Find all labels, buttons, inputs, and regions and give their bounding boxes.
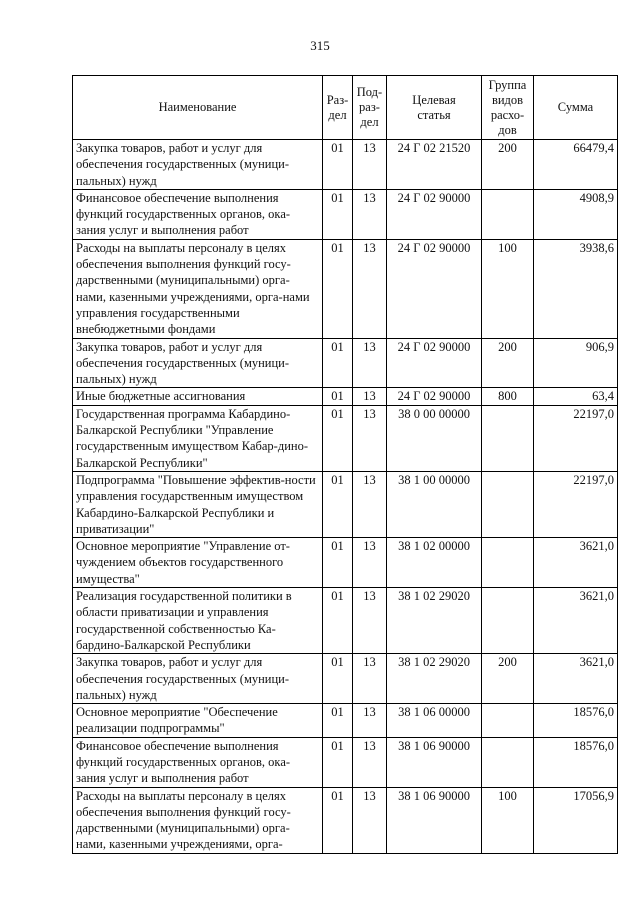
row-amount-cell: 18576,0 — [534, 704, 618, 738]
row-amount-cell: 18576,0 — [534, 737, 618, 787]
table-body — [73, 140, 618, 854]
row-target-cell: 38 1 00 00000 — [387, 471, 482, 537]
row-section-cell: 01 — [323, 538, 353, 588]
row-name-cell: Расходы на выплаты персоналу в целях обеспечения выполнения функций госу-дарственными (муниципальными) орга-нами, казенными учреждениями, орга-нами управления государственными внебюджетными фондами — [73, 239, 323, 338]
row-target-cell: 38 1 02 00000 — [387, 538, 482, 588]
row-group-cell: 800 — [482, 388, 534, 405]
row-amount-cell: 66479,4 — [534, 140, 618, 190]
row-group-cell: 200 — [482, 654, 534, 704]
row-target-cell: 24 Г 02 90000 — [387, 239, 482, 338]
table-row — [73, 471, 618, 537]
header-group: Группа видов расхо- дов — [482, 76, 534, 140]
table-row — [73, 787, 618, 853]
table-row — [73, 189, 618, 239]
table-row — [73, 338, 618, 388]
row-name-cell: Закупка товаров, работ и услуг для обеспечения государственных (муници-пальных) нужд — [73, 338, 323, 388]
row-target-cell: 24 Г 02 90000 — [387, 338, 482, 388]
row-group-cell — [482, 538, 534, 588]
row-target-cell: 24 Г 02 21520 — [387, 140, 482, 190]
row-name-cell: Государственная программа Кабардино-Балкарской Республики "Управление государственным имуществом Кабар-дино-Балкарской Республики" — [73, 405, 323, 471]
row-section-cell: 01 — [323, 388, 353, 405]
row-target-cell: 38 1 06 90000 — [387, 737, 482, 787]
row-group-cell: 200 — [482, 338, 534, 388]
row-subsection-cell: 13 — [353, 189, 387, 239]
row-group-cell — [482, 471, 534, 537]
row-amount-cell: 3621,0 — [534, 588, 618, 654]
table-row — [73, 538, 618, 588]
row-group-cell — [482, 588, 534, 654]
row-subsection-cell: 13 — [353, 737, 387, 787]
row-group-cell — [482, 405, 534, 471]
row-section-cell: 01 — [323, 338, 353, 388]
row-target-cell: 38 0 00 00000 — [387, 405, 482, 471]
row-target-cell: 38 1 02 29020 — [387, 588, 482, 654]
row-name-cell: Финансовое обеспечение выполнения функций государственных органов, ока-зания услуг и выполнения работ — [73, 189, 323, 239]
table-row — [73, 388, 618, 405]
table-row — [73, 405, 618, 471]
row-subsection-cell: 13 — [353, 471, 387, 537]
row-target-cell: 24 Г 02 90000 — [387, 388, 482, 405]
row-subsection-cell: 13 — [353, 588, 387, 654]
row-group-cell: 100 — [482, 239, 534, 338]
row-subsection-cell: 13 — [353, 787, 387, 853]
page-number: 315 — [310, 38, 330, 53]
row-amount-cell: 63,4 — [534, 388, 618, 405]
row-section-cell: 01 — [323, 588, 353, 654]
row-name-cell: Основное мероприятие "Управление от-чуждением объектов государственного имущества" — [73, 538, 323, 588]
row-section-cell: 01 — [323, 471, 353, 537]
row-name-cell: Подпрограмма "Повышение эффектив-ности управления государственным имуществом Кабардино-Балкарской Республики и приватизации" — [73, 471, 323, 537]
row-subsection-cell: 13 — [353, 704, 387, 738]
table-row — [73, 737, 618, 787]
row-amount-cell: 906,9 — [534, 338, 618, 388]
row-section-cell: 01 — [323, 189, 353, 239]
row-subsection-cell: 13 — [353, 538, 387, 588]
table-row — [73, 588, 618, 654]
row-section-cell: 01 — [323, 704, 353, 738]
row-subsection-cell: 13 — [353, 140, 387, 190]
header-section: Раз- дел — [323, 76, 353, 140]
row-group-cell — [482, 704, 534, 738]
row-amount-cell: 17056,9 — [534, 787, 618, 853]
row-name-cell: Расходы на выплаты персоналу в целях обеспечения выполнения функций госу-дарственными (муниципальными) орга-нами, казенными учреждениями, орга- — [73, 787, 323, 853]
row-section-cell: 01 — [323, 737, 353, 787]
row-section-cell: 01 — [323, 654, 353, 704]
row-group-cell: 100 — [482, 787, 534, 853]
row-target-cell: 38 1 02 29020 — [387, 654, 482, 704]
row-section-cell: 01 — [323, 140, 353, 190]
row-target-cell: 24 Г 02 90000 — [387, 189, 482, 239]
row-amount-cell: 22197,0 — [534, 471, 618, 537]
row-group-cell — [482, 189, 534, 239]
header-target: Целевая статья — [387, 76, 482, 140]
header-subsection: Под- раз- дел — [353, 76, 387, 140]
row-amount-cell: 4908,9 — [534, 189, 618, 239]
row-section-cell: 01 — [323, 239, 353, 338]
row-subsection-cell: 13 — [353, 405, 387, 471]
row-target-cell: 38 1 06 90000 — [387, 787, 482, 853]
row-name-cell: Закупка товаров, работ и услуг для обеспечения государственных (муници-пальных) нужд — [73, 654, 323, 704]
row-amount-cell: 22197,0 — [534, 405, 618, 471]
header-name: Наименование — [73, 76, 323, 140]
row-section-cell: 01 — [323, 405, 353, 471]
row-subsection-cell: 13 — [353, 654, 387, 704]
row-group-cell: 200 — [482, 140, 534, 190]
table-header-row — [73, 76, 618, 140]
table-row — [73, 140, 618, 190]
row-amount-cell: 3621,0 — [534, 654, 618, 704]
row-name-cell: Реализация государственной политики в области приватизации и управления государственной собственностью Ка-бардино-Балкарской Республики — [73, 588, 323, 654]
row-name-cell: Финансовое обеспечение выполнения функций государственных органов, ока-зания услуг и выполнения работ — [73, 737, 323, 787]
row-target-cell: 38 1 06 00000 — [387, 704, 482, 738]
row-name-cell: Основное мероприятие "Обеспечение реализации подпрограммы" — [73, 704, 323, 738]
row-group-cell — [482, 737, 534, 787]
row-subsection-cell: 13 — [353, 388, 387, 405]
budget-table — [72, 75, 618, 854]
table-row — [73, 239, 618, 338]
row-section-cell: 01 — [323, 787, 353, 853]
row-amount-cell: 3938,6 — [534, 239, 618, 338]
table-row — [73, 704, 618, 738]
header-amount: Сумма — [534, 76, 618, 140]
row-name-cell: Закупка товаров, работ и услуг для обеспечения государственных (муници-пальных) нужд — [73, 140, 323, 190]
row-name-cell: Иные бюджетные ассигнования — [73, 388, 323, 405]
table-row — [73, 654, 618, 704]
row-subsection-cell: 13 — [353, 239, 387, 338]
row-amount-cell: 3621,0 — [534, 538, 618, 588]
row-subsection-cell: 13 — [353, 338, 387, 388]
